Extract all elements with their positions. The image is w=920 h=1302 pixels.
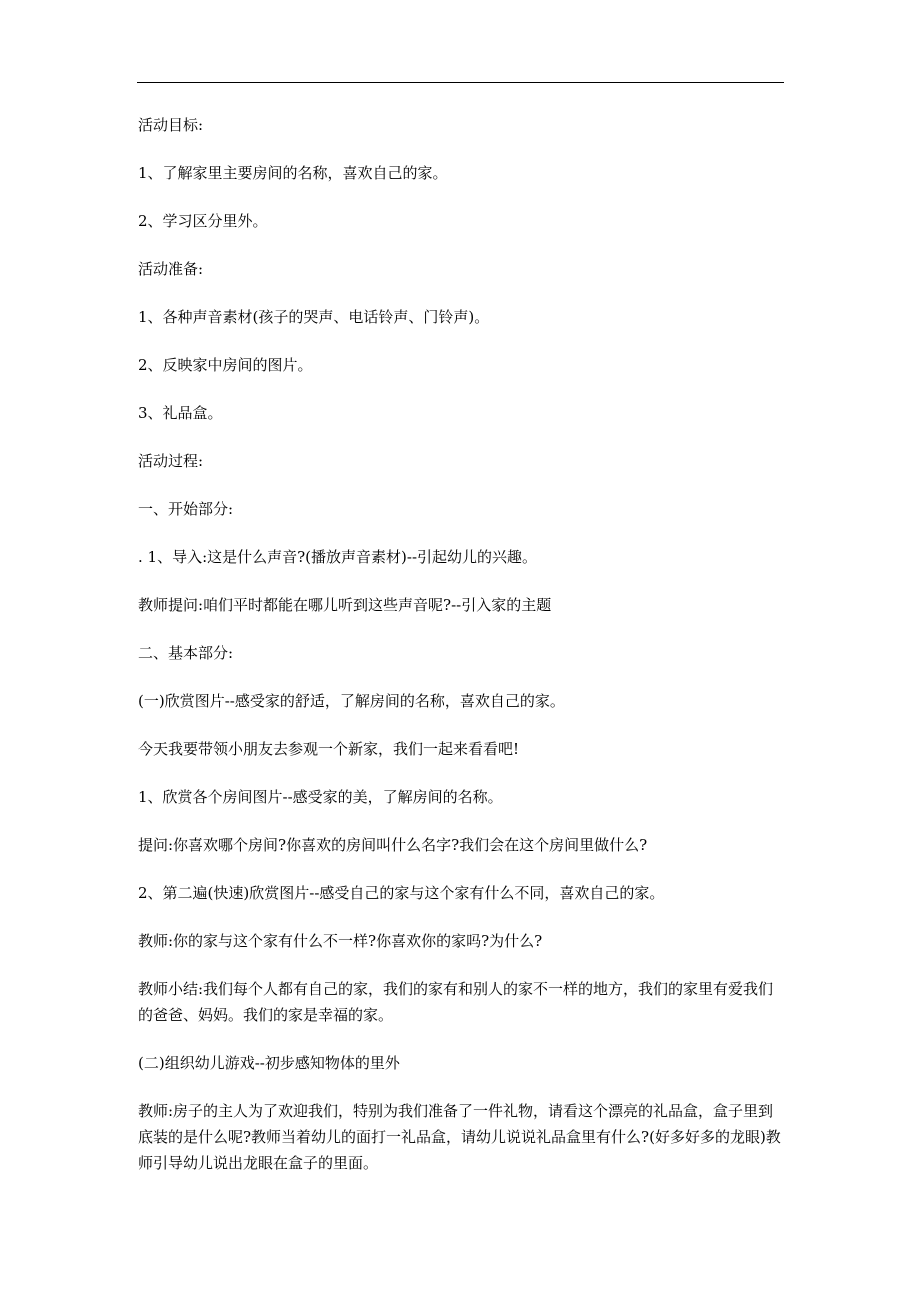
header-divider (137, 82, 784, 83)
basic-step-1-question: 提问:你喜欢哪个房间?你喜欢的房间叫什么名字?我们会在这个房间里做什么? (138, 836, 648, 854)
document-body (138, 112, 786, 1198)
heading-activity-goals: 活动目标: (138, 116, 204, 134)
basic-step-2-teacher: 教师:你的家与这个家有什么不一样?你喜欢你的家吗?为什么? (138, 932, 543, 950)
preparation-item-2: 2、反映家中房间的图片。 (138, 356, 313, 374)
paragraph-intro-visit: 今天我要带领小朋友去参观一个新家，我们一起来看看吧! (138, 740, 520, 758)
opening-teacher-question: 教师提问:咱们平时都能在哪儿听到这些声音呢?--引入家的主题 (138, 596, 552, 614)
section-basic: 二、基本部分: (138, 644, 234, 662)
section-opening: 一、开始部分: (138, 500, 234, 518)
preparation-item-3: 3、礼品盒。 (138, 404, 223, 422)
heading-activity-preparation: 活动准备: (138, 260, 204, 278)
teacher-summary: 教师小结:我们每个人都有自己的家，我们的家有和别人的家不一样的地方，我们的家里有爱我们的爸爸、妈妈。我们的家是幸福的家。 (138, 980, 774, 1024)
subsection-1: (一)欣赏图片--感受家的舒适，了解房间的名称，喜欢自己的家。 (138, 692, 565, 710)
goal-item-1: 1、了解家里主要房间的名称，喜欢自己的家。 (138, 164, 448, 182)
basic-step-2: 2、第二遍(快速)欣赏图片--感受自己的家与这个家有什么不同，喜欢自己的家。 (138, 884, 665, 902)
goal-item-2: 2、学习区分里外。 (138, 212, 268, 230)
preparation-item-1: 1、各种声音素材(孩子的哭声、电话铃声、门铃声)。 (138, 308, 490, 326)
subsection-2: (二)组织幼儿游戏--初步感知物体的里外 (138, 1054, 400, 1072)
heading-activity-process: 活动过程: (138, 452, 204, 470)
basic-step-1: 1、欣赏各个房间图片--感受家的美，了解房间的名称。 (138, 788, 503, 806)
game-teacher-paragraph: 教师:房子的主人为了欢迎我们，特别为我们准备了一件礼物，请看这个漂亮的礼品盒，盒子里到底装的是什么呢?教师当着幼儿的面打一礼品盒，请幼儿说说礼品盒里有什么?(好多好多的龙眼)教师引导幼儿说出龙眼在盒子的里面。 (138, 1102, 781, 1172)
opening-step-1: . 1、导入:这是什么声音?(播放声音素材)--引起幼儿的兴趣。 (138, 548, 538, 566)
